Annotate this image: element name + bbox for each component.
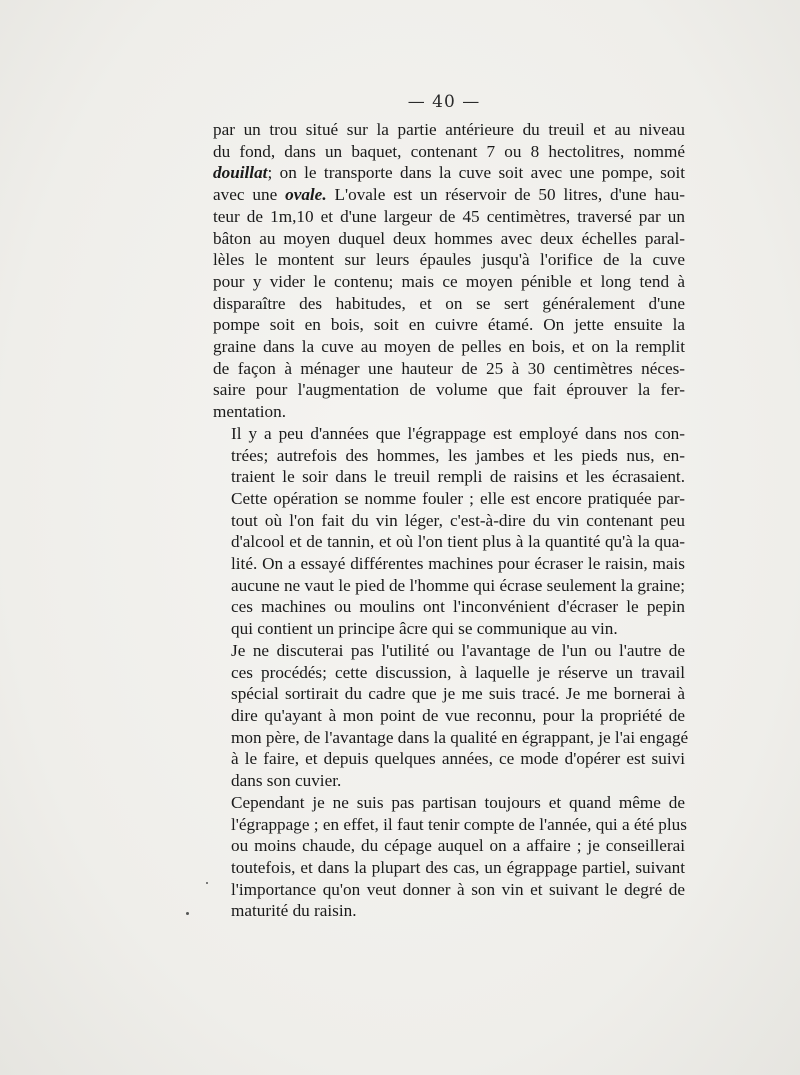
- text-line: traient le soir dans le treuil rempli de raisins et les écrasaient.: [231, 467, 685, 487]
- text-line: ces machines ou moulins ont l'inconvénient d'écraser le pepin: [231, 597, 685, 617]
- text-line: à le faire, et depuis quelques années, ce mode d'opérer est suivi: [231, 749, 685, 769]
- text-line: trées; autrefois des hommes, les jambes et les pieds nus, en-: [231, 445, 685, 465]
- text-line: pompe soit en bois, soit en cuivre étamé. On jette ensuite la: [213, 315, 685, 335]
- text-line: lèles le montent sur leurs épaules jusqu'à l'orifice de la cuve: [213, 250, 685, 270]
- text-line: spécial sortirait du cadre que je me suis tracé. Je me bornerai à: [231, 684, 685, 704]
- text-line: disparaître des habitudes, et on se sert généralement d'une: [213, 293, 685, 313]
- text-line: aucune ne vaut le pied de l'homme qui écrase seulement la graine;: [231, 575, 686, 595]
- text-line: saire pour l'augmentation de volume que fait éprouver la fer-: [213, 380, 685, 400]
- text-line: du fond, dans un baquet, contenant 7 ou 8 hectolitres, nommé: [213, 141, 685, 161]
- text-line: douillat; on le transporte dans la cuve soit avec une pompe, soit: [213, 163, 685, 183]
- ink-speck: [186, 912, 189, 915]
- text-line: l'importance qu'on veut donner à son vin et suivant le degré de: [231, 879, 685, 899]
- text-line: maturité du raisin.: [231, 901, 357, 921]
- text-line: ou moins chaude, du cépage auquel on a affaire ; je conseillerai: [231, 836, 685, 856]
- text-line: Cette opération se nomme fouler ; elle est encore pratiquée par-: [231, 488, 685, 508]
- ink-speck: [206, 882, 208, 884]
- text-line: teur de 1m,10 et d'une largeur de 45 centimètres, traversé par un: [213, 206, 685, 226]
- paragraph-1: [213, 119, 685, 423]
- text-line: dans son cuvier.: [231, 771, 342, 791]
- text-line: Cependant je ne suis pas partisan toujours et quand même de: [231, 792, 685, 812]
- text-line: dire qu'ayant à mon point de vue reconnu, pour la propriété de: [231, 705, 685, 725]
- paragraph-2: [213, 423, 685, 640]
- text-line: bâton au moyen duquel deux hommes avec deux échelles paral-: [213, 228, 685, 248]
- text-line: mon père, de l'avantage dans la qualité en égrappant, je l'ai engagé: [231, 727, 689, 747]
- text-line: l'égrappage ; en effet, il faut tenir compte de l'année, qui a été plus: [231, 814, 687, 834]
- text-line: Il y a peu d'années que l'égrappage est employé dans nos con-: [231, 423, 685, 443]
- text-line: par un trou situé sur la partie antérieure du treuil et au niveau: [213, 120, 685, 139]
- text-line: lité. On a essayé différentes machines pour écraser le raisin, mais: [231, 554, 685, 574]
- text-line: toutefois, et dans la plupart des cas, un égrappage partiel, suivant: [231, 857, 685, 877]
- text-line: tout où l'on fait du vin léger, c'est-à-dire du vin contenant peu: [231, 510, 685, 530]
- text-line: d'alcool et de tannin, et où l'on tient plus à la quantité qu'à la qua-: [231, 532, 685, 552]
- text-line: avec une ovale. L'ovale est un réservoir de 50 litres, d'une hau-: [213, 185, 685, 205]
- body-text: [213, 119, 689, 922]
- page-number: — 40 —: [407, 92, 481, 112]
- paragraph-4: [213, 792, 685, 922]
- text-line: ces procédés; cette discussion, à laquelle je réserve un travail: [231, 662, 685, 682]
- text-line: qui contient un principe âcre qui se communique au vin.: [231, 619, 618, 639]
- text-line: de façon à ménager une hauteur de 25 à 30 centimètres néces-: [213, 358, 685, 378]
- paragraph-3: [213, 640, 689, 792]
- text-line: pour y vider le contenu; mais ce moyen pénible et long tend à: [213, 271, 685, 291]
- text-line: Je ne discuterai pas l'utilité ou l'avantage de l'un ou l'autre de: [231, 640, 685, 660]
- text-line: graine dans la cuve au moyen de pelles en bois, et on la remplit: [213, 337, 685, 357]
- text-line: mentation.: [213, 402, 287, 422]
